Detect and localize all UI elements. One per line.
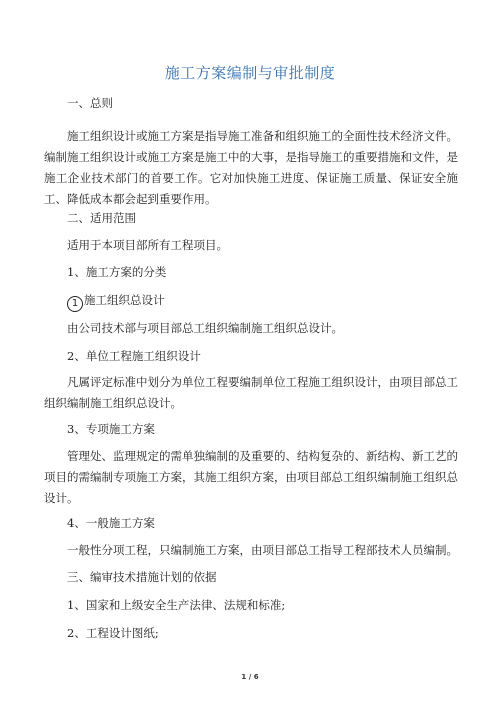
basis-item-1: 1、国家和上级安全生产法律、法规和标准; [67,598,286,612]
paragraph-general: 施工组织设计或施工方案是指导施工准备和组织施工的全面性技术经济文件。编制施工组织设计或施工方案是施工中的大事，是指导施工的重要措施和文件，是施工企业技术部门的首要工作。它对加快施工进度、保证施工质量、保证安全施工、降低成本都会起到重要作用。 [44,129,458,206]
circled-number: 1 [67,296,83,312]
item-heading-general-plan: 4、一般施工方案 [67,516,155,530]
paragraph-scope: 适用于本项目部所有工程项目。 [67,238,228,252]
item-heading-classification: 1、施工方案的分类 [67,265,167,279]
paragraph-master-design: 由公司技术部与项目部总工组织编制施工组织总设计。 [67,321,343,335]
paragraph-general-plan: 一般性分项工程，只编制施工方案，由项目部总工指导工程部技术人员编制。 [67,543,458,557]
section-heading-basis: 三、编审技术措施计划的依据 [67,570,217,584]
paragraph-unit-project: 凡属评定标准中划分为单位工程要编制单位工程施工组织设计，由项目部总工组织编制施工组织总设计。 [44,375,458,410]
section-heading-scope: 二、适用范围 [67,211,136,225]
document-title: 施工方案编制与审批制度 [164,64,336,82]
item-heading-unit-project: 2、单位工程施工组织设计 [67,349,201,363]
section-heading-general: 一、总则 [67,96,113,110]
page-number: 1 / 6 [241,673,259,681]
sub-item-master-design [67,292,165,312]
item-heading-special-plan: 3、专项施工方案 [67,422,155,436]
basis-item-2: 2、工程设计图纸; [67,626,159,640]
sub-item-label: 施工组织总设计 [84,293,165,307]
paragraph-special-plan: 管理处、监理规定的需单独编制的及重要的、结构复杂的、新结构、新工艺的项目的需编制专项施工方案，其施工组织方案，由项目部总工组织编制施工组织总设计。 [44,449,458,505]
